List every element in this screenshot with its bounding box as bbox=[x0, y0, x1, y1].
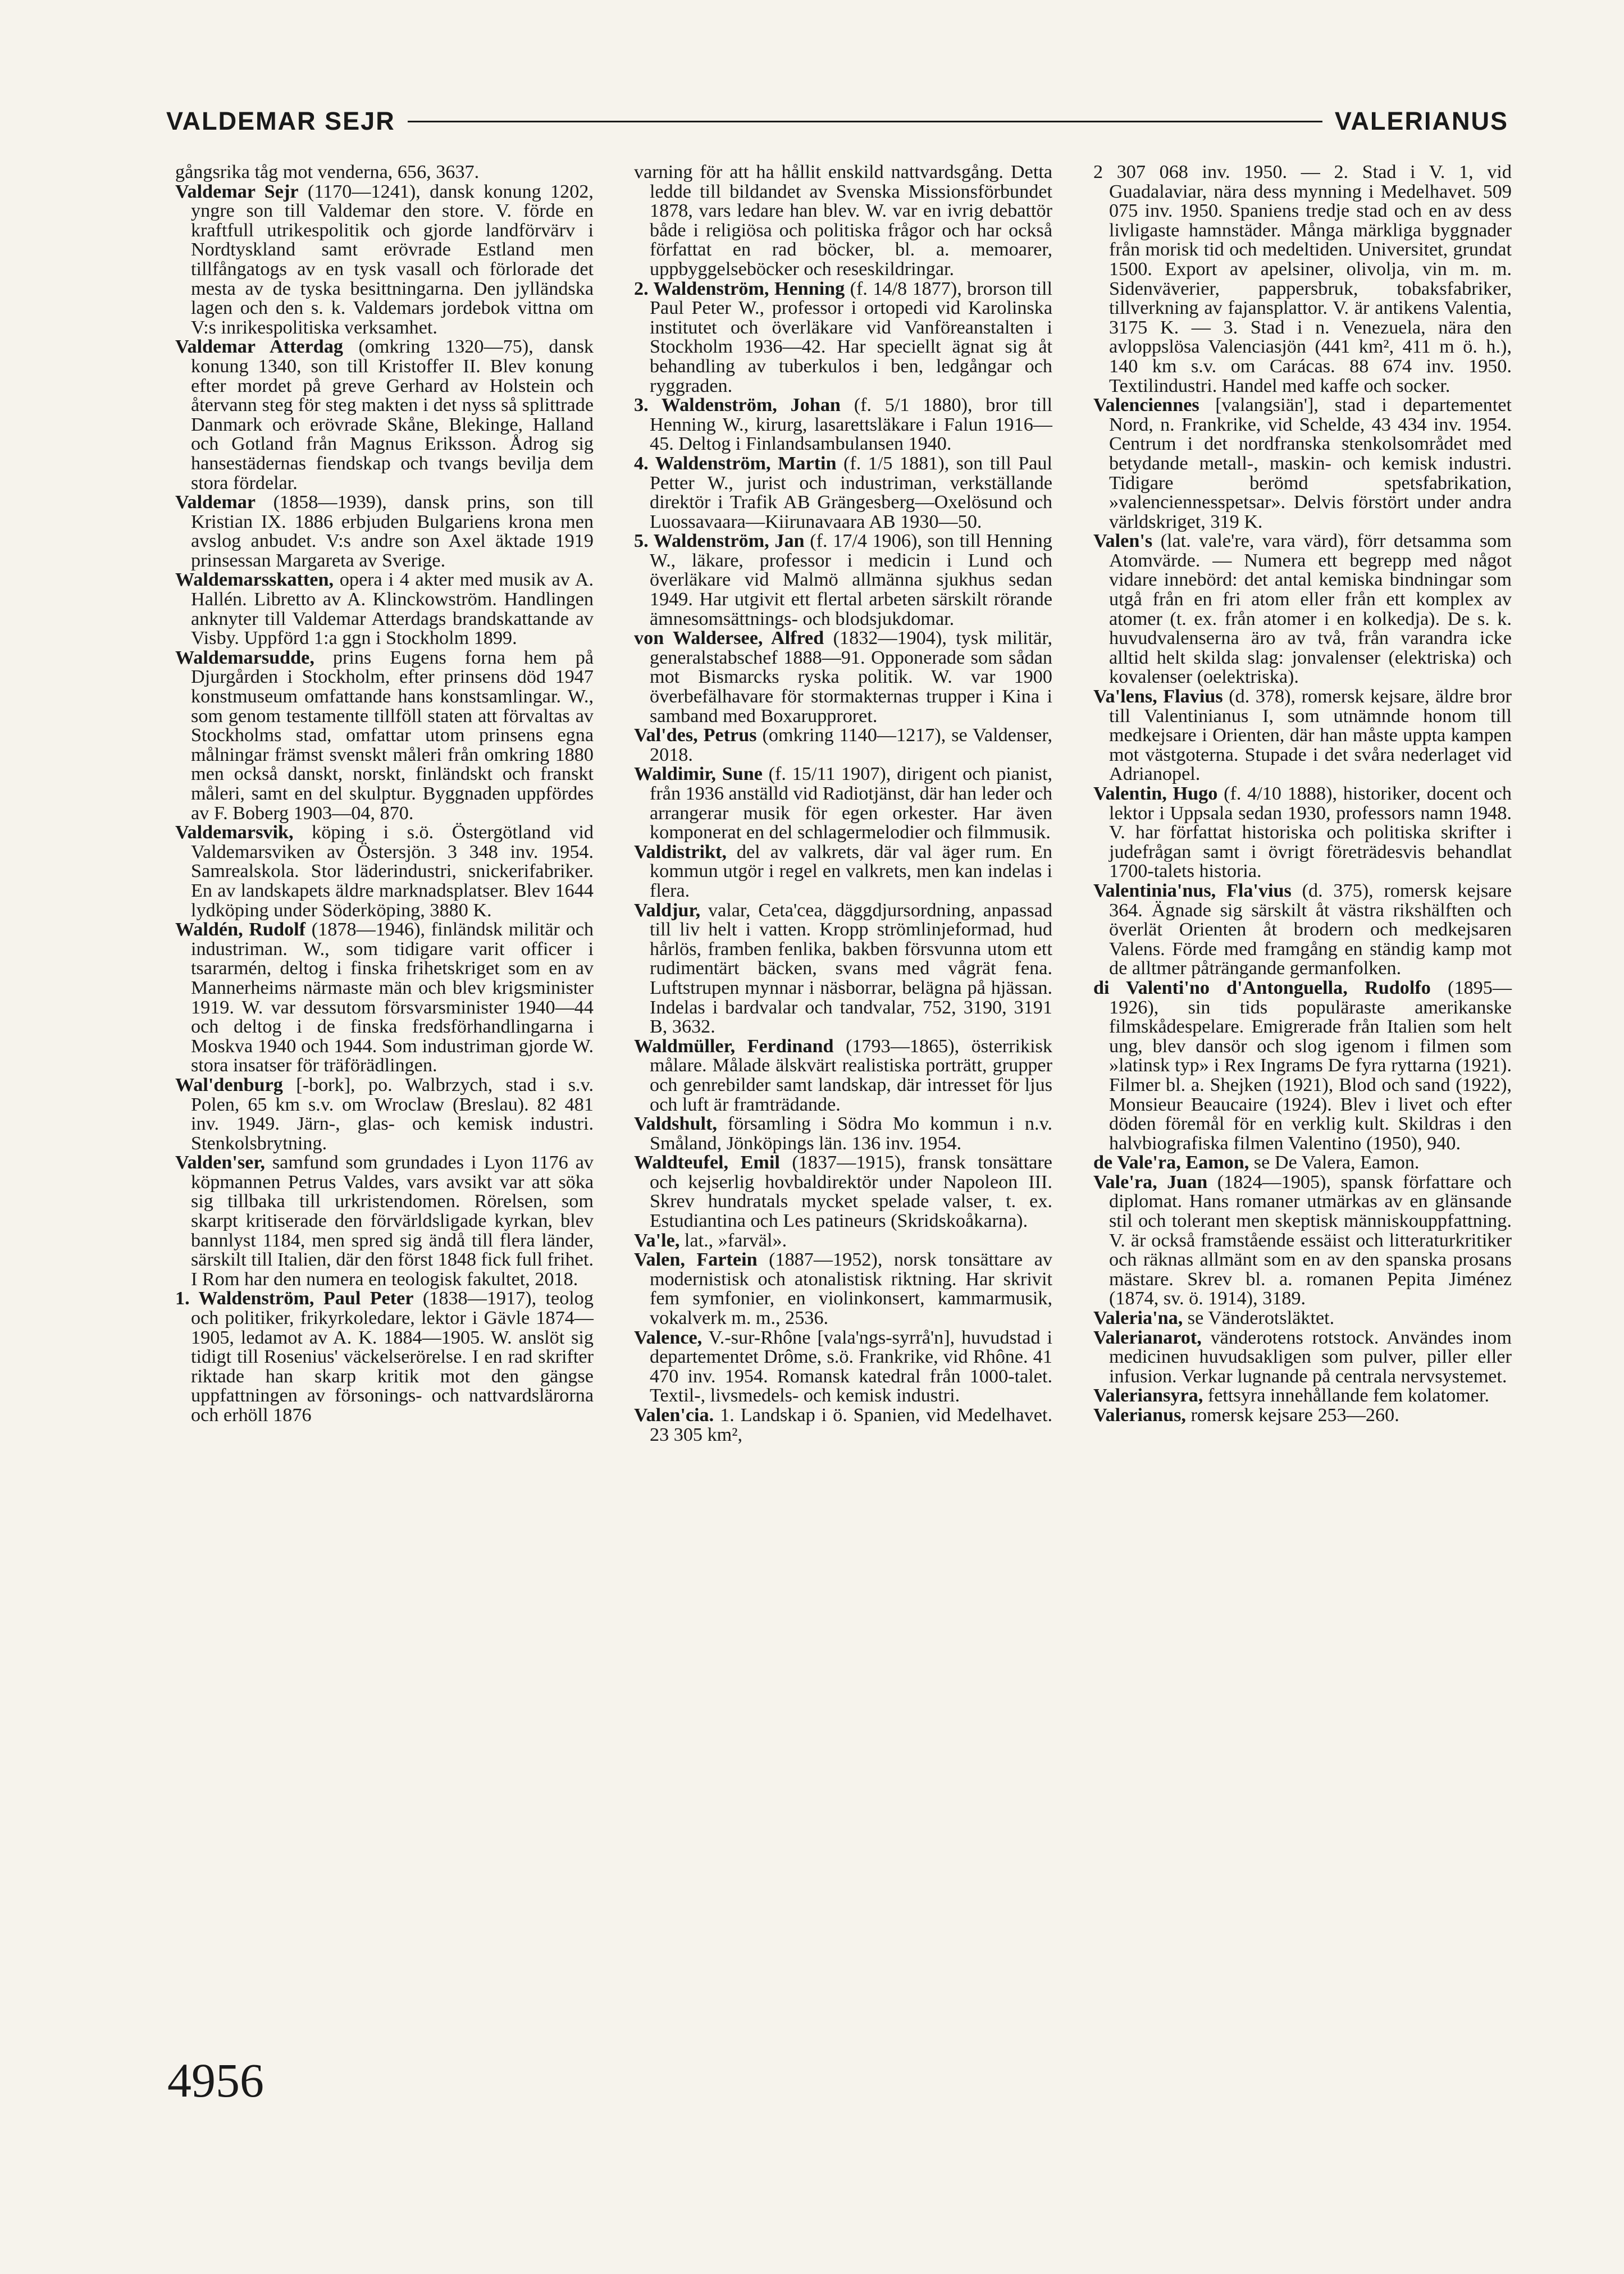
dictionary-entry bbox=[175, 647, 594, 824]
entry-text: (1170—1241), dansk konung 1202, yngre son till Valdemar den store. V. förde en kraftfull utrikespolitik och gjorde landförvärv i Nordtyskland samt erövrade Estland men tillfångatogs av en tysk vasall och förlorade det mesta av de tyska besittningarna. Den jylländska lagen och den s. k. Valdemars jordebok vittna om V:s inrikespolitiska verksamhet. bbox=[191, 181, 594, 338]
dictionary-entry bbox=[1093, 686, 1512, 785]
entry-text: del av valkrets, där val äger rum. En kommun utgör i regel en valkrets, men kan indelas i flera. bbox=[650, 841, 1052, 901]
dictionary-entry bbox=[1093, 531, 1512, 688]
entry-headword: Valence, bbox=[634, 1327, 702, 1348]
entry-text: gångsrika tåg mot venderna, 656, 3637. bbox=[175, 162, 480, 182]
entry-headword: Va'lens, Flavius bbox=[1093, 686, 1223, 707]
dictionary-entry bbox=[175, 919, 594, 1076]
entry-headword: Valenciennes bbox=[1093, 395, 1199, 416]
entry-text: (f. 1/5 1881), son till Paul Petter W., jurist och industriman, verkställande direktör i Trafik AB Grängesberg—Oxelösund och Luossavaara—Kiirunavaara AB 1930—50. bbox=[650, 453, 1053, 532]
dictionary-entry bbox=[634, 531, 1052, 629]
dictionary-entry bbox=[1093, 783, 1512, 882]
entry-text: (omkring 1140—1217), se Valdenser, 2018. bbox=[650, 725, 1052, 765]
entry-headword: Val'des, Petrus bbox=[634, 725, 757, 746]
column-3 bbox=[1093, 163, 1512, 1426]
entry-headword: Valentinia'nus, Fla'vius bbox=[1093, 880, 1292, 901]
entry-headword: Waldemarsudde, bbox=[175, 647, 314, 668]
dictionary-entry bbox=[634, 453, 1053, 532]
entry-headword: Valdemar bbox=[175, 492, 256, 513]
dictionary-entry bbox=[1093, 395, 1512, 532]
page-number: 4956 bbox=[167, 2053, 264, 2107]
entry-headword: de Vale'ra, Eamon, bbox=[1093, 1152, 1249, 1173]
dictionary-entry bbox=[1093, 1308, 1512, 1329]
dictionary-entry bbox=[634, 1035, 1052, 1115]
dictionary-entry bbox=[175, 1152, 594, 1290]
dictionary-entry bbox=[1093, 1171, 1512, 1309]
dictionary-entry bbox=[175, 1288, 594, 1426]
dictionary-entry bbox=[634, 899, 1052, 1038]
entry-headword: Valden'ser, bbox=[175, 1152, 265, 1173]
entry-text: (1824—1905), spansk författare och diplomat. Hans romaner utmärkas av en glänsande stil och tolerant men skeptisk människouppfattning. V. är också framstående essäist och litteraturkritiker och räknas allmänt som en av den spanska prosans mästare. Skrev bl. a. romanen Pepita Jiménez (1874, sv. ö. 1914), 3189. bbox=[1109, 1171, 1512, 1309]
entry-headword: Valentin, Hugo bbox=[1093, 783, 1218, 804]
dictionary-entry bbox=[1093, 880, 1512, 979]
entry-headword: 4. Waldenström, Martin bbox=[634, 453, 837, 474]
entry-headword: Va'le, bbox=[634, 1230, 680, 1251]
column-1 bbox=[175, 163, 594, 1426]
entry-headword: Waldemarsskatten, bbox=[175, 569, 334, 591]
dictionary-entry bbox=[634, 1249, 1052, 1329]
entry-headword: Valen's bbox=[1093, 531, 1153, 552]
entry-text: [-bork], po. Walbrzych, stad i s.v. Polen, 65 km s.v. om Wroclaw (Breslau). 82 481 inv. 1949. Järn-, glas- och kemisk industri. Stenkolsbrytning. bbox=[191, 1074, 594, 1154]
entry-text: (d. 378), romersk kejsare, äldre bror till Valentinianus I, som utnämnde honom till medkejsare i Orienten, där han måste uppta kampen mot västgoterna. Stupade i det svåra nederlaget vid Adrianopel. bbox=[1109, 686, 1512, 785]
entry-headword: Valdemarsvik, bbox=[175, 822, 294, 843]
dictionary-entry bbox=[634, 764, 1052, 843]
continued-entry bbox=[1093, 162, 1512, 396]
entry-text: prins Eugens forna hem på Djurgården i Stockholm, efter prinsens död 1947 konstmuseum omfattande hans konstsamlingar. W., som genom testamente tillföll staten att förvaltas av Stockholms stad, omfattar utom prinsens egna målningar främst svenskt måleri från omkring 1880 men också danskt, norskt, finländskt och franskt måleri, samt en del skulptur. Byggnaden uppfördes av F. Boberg 1903—04, 870. bbox=[191, 647, 594, 824]
entry-headword: Valdemar Sejr bbox=[175, 181, 299, 202]
header-right-word: VALERIANUS bbox=[1334, 107, 1508, 135]
entry-headword: di Valenti'no d'Antonguella, Rudolfo bbox=[1093, 977, 1431, 998]
entry-headword: 1. Waldenström, Paul Peter bbox=[175, 1288, 414, 1309]
entry-text: (1858—1939), dansk prins, son till Kristian IX. 1886 erbjuden Bulgariens krona men avslog anbudet. V:s andre son Axel äktade 1919 prinsessan Margareta av Sverige. bbox=[191, 492, 594, 571]
entry-text: (f. 15/11 1907), dirigent och pianist, från 1936 anställd vid Radiotjänst, där han leder och arrangerar musik för egen orkester. Har även komponerat en del schlagermelodier och filmmusik. bbox=[650, 764, 1052, 843]
entry-text: församling i Södra Mo kommun i n.v. Småland, Jönköpings län. 136 inv. 1954. bbox=[650, 1113, 1052, 1154]
entry-text: (1887—1952), norsk tonsättare av modernistisk och atonalistisk riktning. Har skrivit fem symfonier, en violinkonsert, kammarmusik, vokalverk m. m., 2536. bbox=[650, 1249, 1052, 1329]
entry-headword: Valerianus, bbox=[1093, 1405, 1186, 1426]
entry-text: samfund som grundades i Lyon 1176 av köpmannen Petrus Valdes, vars avsikt var att söka sig tillbaka till urkristendomen. Rörelsen, som skarpt kritiserade den förvärldsligade kyrkan, blev bannlyst 1184, men spred sig ändå till flera länder, särskilt till Italien, där den först 1848 fick full frihet. I Rom har den numera en teologisk fakultet, 2018. bbox=[191, 1152, 594, 1290]
entry-text: romersk kejsare 253—260. bbox=[1185, 1405, 1399, 1426]
entry-text: vänderotens rotstock. Användes inom medicinen huvudsakligen som pulver, piller eller infusion. Verkar lugnande på centrala nervsystemet. bbox=[1109, 1327, 1512, 1387]
entry-text: lat., »farväl». bbox=[679, 1230, 787, 1251]
dictionary-entry bbox=[1093, 1405, 1512, 1426]
header-left-word: VALDEMAR SEJR bbox=[166, 107, 395, 135]
entry-text: (lat. vale're, vara värd), förr detsamma som Atomvärde. — Numera ett begrepp med något vidare innebörd: det antal kemiska bindningar som utgå från en fri atom eller från ett komplex av atomer (t. ex. från atomer i en kolkedja). De s. k. huvudvalenserna äro av två, från varandra icke alltid helt skilda slag: jonvalenser (elektriska) och kovalenser (oelektriska). bbox=[1109, 531, 1512, 688]
entry-text: (f. 5/1 1880), bror till Henning W., kirurg, lasarettsläkare i Falun 1916—45. Deltog i Finlandsambulansen 1940. bbox=[650, 395, 1052, 455]
entry-headword: Valen, Fartein bbox=[634, 1249, 758, 1271]
entry-text: (1793—1865), österrikisk målare. Målade älskvärt realistiska porträtt, grupper och genrebilder samt landskap, där intresset för ljus och luft är framträdande. bbox=[650, 1035, 1052, 1115]
entry-text: (f. 17/4 1906), son till Henning W., läkare, professor i medicin i Lund och överläkare vid Malmö allmänna sjukhus sedan 1949. Har utgivit ett flertal arbeten särskilt rörande ämnesomsättnings- och blodsjukdomar. bbox=[650, 531, 1052, 629]
dictionary-entry bbox=[634, 841, 1052, 901]
dictionary-entry bbox=[175, 569, 594, 649]
header-rule bbox=[408, 121, 1322, 122]
continued-entry bbox=[634, 162, 1052, 280]
entry-text: fettsyra innehållande fem kolatomer. bbox=[1203, 1385, 1490, 1407]
entry-text: (1832—1904), tysk militär, generalstabschef 1888—91. Opponerade som sådan mot Bismarcks ryska politik. W. var 1900 överbefälhavare för stormakternas trupper i Kina i samband med Boxarupproret. bbox=[650, 628, 1052, 727]
entry-headword: 3. Waldenström, Johan bbox=[634, 395, 841, 416]
dictionary-entry bbox=[1093, 977, 1512, 1154]
dictionary-entry bbox=[1093, 1152, 1512, 1173]
entry-headword: Waldén, Rudolf bbox=[175, 919, 306, 940]
column-2 bbox=[634, 163, 1052, 1445]
dictionary-entry bbox=[175, 822, 594, 921]
dictionary-entry bbox=[175, 336, 594, 494]
entry-text: opera i 4 akter med musik av A. Hallén. Libretto av A. Klinckowström. Handlingen anknyter till Valdemar Atterdags brandskattande av Visby. Uppförd 1:a ggn i Stockholm 1899. bbox=[191, 569, 594, 649]
entry-text: (1837—1915), fransk tonsättare och kejserlig hovbaldirektör under Napoleon III. Skrev hundratals mycket spelade valser, t. ex. Estudiantina och Les patineurs (Skridskoåkarna). bbox=[650, 1152, 1052, 1232]
dictionary-entry bbox=[175, 181, 594, 338]
entry-headword: Valerianarot, bbox=[1093, 1327, 1202, 1348]
dictionary-entry bbox=[634, 1405, 1052, 1445]
dictionary-entry bbox=[634, 1327, 1052, 1407]
dictionary-entry bbox=[634, 395, 1052, 455]
dictionary-entry bbox=[634, 628, 1052, 727]
entry-text: köping i s.ö. Östergötland vid Valdemarsviken av Östersjön. 3 348 inv. 1954. Samrealskola. Stor läderindustri, snickerifabriker. En av landskapets äldre marknadsplatser. Blev 1644 lydköping under Söderköping, 3880 K. bbox=[191, 822, 594, 921]
entry-text: (omkring 1320—75), dansk konung 1340, son till Kristoffer II. Blev konung efter mordet på greve Gerhard av Holstein och återvann steg för steg makten i det nyss så splittrade Danmark och erövrade Skåne, Blekinge, Halland och Gotland från Magnus Eriksson. Ådrog sig hansestädernas fiendskap och tvangs bevilja dem stora fördelar. bbox=[191, 336, 594, 494]
entry-text: se Vänderotsläktet. bbox=[1183, 1308, 1335, 1329]
entry-text: 2 307 068 inv. 1950. — 2. Stad i V. 1, vid Guadalaviar, nära dess mynning i Medelhavet. 509 075 inv. 1950. Spaniens tredje stad och en av dess livligaste hamnstäder. Många märkliga byggnader från morisk tid och medeltiden. Universitet, grundat 1500. Export av apelsiner, olivolja, vin m. m. Sidenväverier, pappersbruk, tobaksfabriker, tillverkning av fajansplattor. V. är antikens Valentia, 3175 K. — 3. Stad i n. Venezuela, nära den avloppslösa Valenciasjön (441 km², 411 m ö. h.), 140 km s.v. om Carácas. 88 674 inv. 1950. Textilindustri. Handel med kaffe och socker. bbox=[1093, 162, 1512, 396]
entry-text: 1. Landskap i ö. Spanien, vid Medelhavet. 23 305 km², bbox=[650, 1405, 1052, 1445]
dictionary-entry bbox=[634, 725, 1052, 765]
entry-text: se De Valera, Eamon. bbox=[1249, 1152, 1420, 1173]
entry-headword: Valen'cia. bbox=[634, 1405, 714, 1426]
entry-headword: 5. Waldenström, Jan bbox=[634, 531, 805, 552]
entry-text: V.-sur-Rhône [vala'ngs-syrrå'n], huvudstad i departementet Drôme, s.ö. Frankrike, vid Rhône. 41 470 inv. 1954. Romansk katedral från 1000-talet. Textil-, livsmedels- och kemisk industri. bbox=[650, 1327, 1052, 1407]
entry-text: (1895—1926), sin tids populäraste amerikanske filmskådespelare. Emigrerade från Italien som helt ung, blev dansör och slog igenom i filmen som »latinsk typ» i Rex Ingrams De fyra ryttarna (1921). Filmer bl. a. Shejken (1921), Blod och sand (1922), Monsieur Beaucaire (1924). Blev i livet och efter döden föremål för en verklig kult. Skildras i den halvbiografiska filmen Valentino (1950), 940. bbox=[1109, 977, 1512, 1154]
dictionary-entry bbox=[1093, 1385, 1512, 1407]
dictionary-entry bbox=[175, 492, 594, 571]
dictionary-entry bbox=[634, 278, 1052, 396]
continued-entry bbox=[175, 162, 594, 182]
entry-text: (f. 14/8 1877), brorson till Paul Peter W., professor i ortopedi vid Karolinska institutet och överläkare vid Vanföreanstalten i Stockholm 1936—42. Har speciellt ägnat sig åt behandling av tuberkulos i ben, ledgångar och ryggraden. bbox=[650, 278, 1052, 396]
entry-headword: Valdshult, bbox=[634, 1113, 717, 1135]
entry-headword: Wal'denburg bbox=[175, 1074, 283, 1095]
entry-text: (1838—1917), teolog och politiker, frikyrkoledare, lektor i Gävle 1874—1905, ledamot av A. K. 1884—1905. W. anslöt sig tidigt till Rosenius' väckelserörelse. I en rad skrifter riktade han skarp kritik mot den gängse uppfattningen av försonings- och nattvardslärorna och erhöll 1876 bbox=[191, 1288, 594, 1426]
dictionary-entry bbox=[175, 1074, 594, 1154]
entry-text: valar, Ceta'cea, däggdjursordning, anpassad till liv helt i vatten. Kropp strömlinjeformad, hud hårlös, framben fenlika, bakben försvunna utom ett rudimentärt bäcken, svans med vågrät fena. Luftstrupen mynnar i näsborrar, belägna på hjässan. Indelas i bardvalar och tandvalar, 752, 3190, 3191 B, 3632. bbox=[650, 899, 1052, 1038]
dictionary-entry bbox=[1093, 1327, 1512, 1387]
dictionary-entry bbox=[634, 1230, 1052, 1251]
entry-headword: Waldmüller, Ferdinand bbox=[634, 1035, 834, 1057]
dictionary-entry bbox=[634, 1152, 1052, 1232]
running-header bbox=[166, 104, 1508, 138]
entry-text: (1878—1946), finländsk militär och industriman. W., som tidigare varit officer i tsararmén, deltog i finska frihetskriget som en av Mannerheims närmaste män och blev krigsminister 1919. W. var dessutom försvarsminister 1940—44 och deltog i de finska fredsförhandlingarna i Moskva 1940 och 1944. Som industriman gjorde W. stora insatser för träförädlingen. bbox=[191, 919, 594, 1076]
entry-headword: Waldimir, Sune bbox=[634, 764, 763, 785]
entry-headword: Valdistrikt, bbox=[634, 841, 727, 862]
dictionary-entry bbox=[634, 1113, 1052, 1154]
entry-headword: von Waldersee, Alfred bbox=[634, 628, 824, 649]
entry-text: (f. 4/10 1888), historiker, docent och lektor i Uppsala sedan 1930, professors namn 1948. V. har författat historiska och politiska skrifter i judefrågan samt i övrigt företrädesvis behandlat 1700-talets historia. bbox=[1109, 783, 1512, 882]
entry-text: [valangsiän'], stad i departementet Nord, n. Frankrike, vid Schelde, 43 434 inv. 1954. Centrum i det nordfranska stenkolsområdet med betydande metall-, maskin- och kemisk industri. Tidigare berömd spetsfabrikation, »valenciennesspetsar». Delvis förstört under andra världskriget, 319 K. bbox=[1109, 395, 1512, 532]
entry-headword: Valeriansyra, bbox=[1093, 1385, 1203, 1407]
entry-headword: Valeria'na, bbox=[1093, 1308, 1183, 1329]
entry-headword: Valdemar Atterdag bbox=[175, 336, 344, 358]
entry-headword: Vale'ra, Juan bbox=[1093, 1171, 1208, 1193]
entry-text: (d. 375), romersk kejsare 364. Ägnade sig särskilt åt västra rikshälften och överlät Orienten åt brodern och medkejsaren Valens. Förde med framgång en ständig kamp mot de alltmer påträngande germanfolken. bbox=[1109, 880, 1512, 979]
entry-text: varning för att ha hållit enskild nattvardsgång. Detta ledde till bildandet av Svenska Missionsförbundet 1878, vars ledare han blev. W. var en ivrig debattör både i religiösa och politiska frågor och har också författat en rad böcker, bl. a. memoarer, uppbyggelseböcker och reseskildringar. bbox=[634, 162, 1052, 280]
entry-headword: Waldteufel, Emil bbox=[634, 1152, 780, 1173]
entry-headword: Valdjur, bbox=[634, 899, 701, 921]
entry-headword: 2. Waldenström, Henning bbox=[634, 278, 845, 299]
